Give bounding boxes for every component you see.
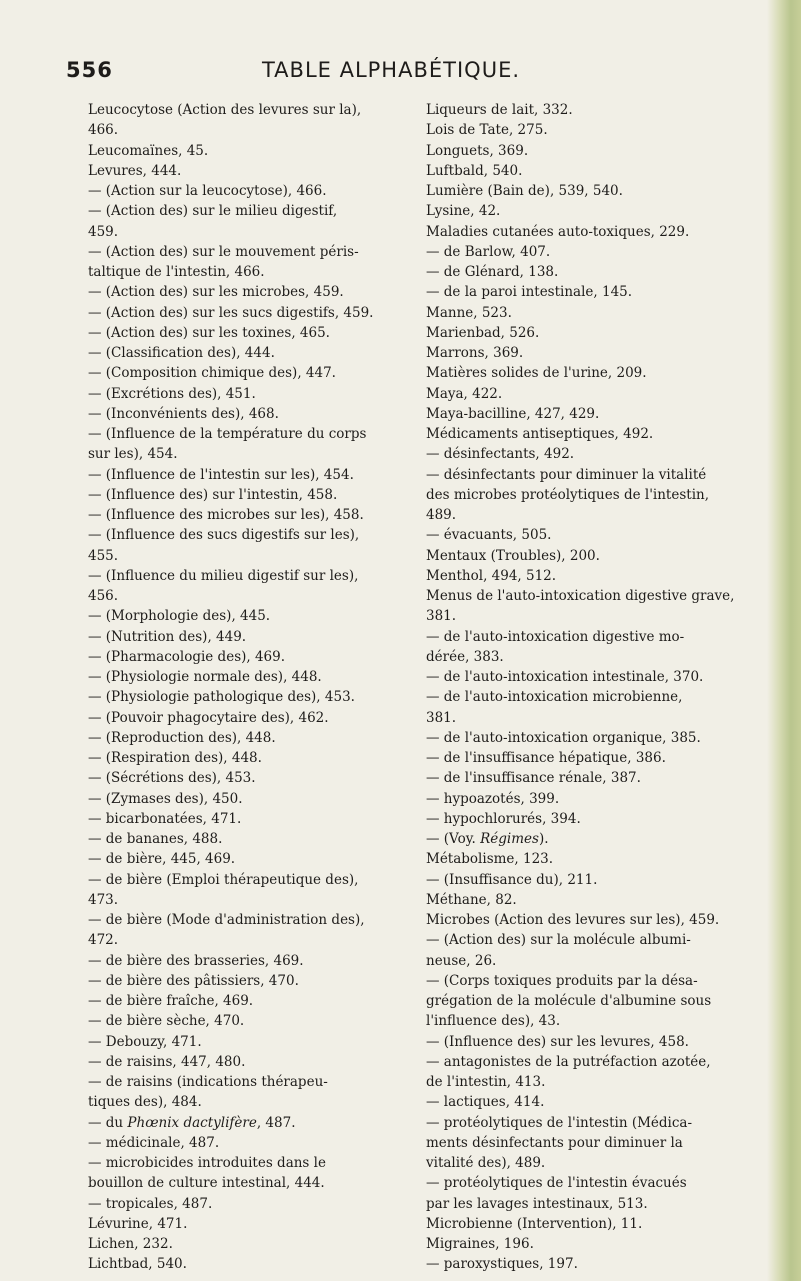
left-column — [88, 100, 416, 1275]
index-line: 489. — [426, 507, 457, 523]
index-line: Lois de Tate, 275. — [426, 122, 548, 139]
index-line: — protéolytiques de l'intestin évacués — [426, 1175, 687, 1192]
index-line: — (Influence de la température du corps — [88, 426, 367, 442]
index-line: — de l'auto-intoxication digestive mo- — [426, 628, 685, 645]
index-line: par les lavages intestinaux, 513. — [426, 1195, 648, 1212]
index-line: — (Inconvénients des), 468. — [88, 405, 279, 422]
index-line: Maya-bacilline, 427, 429. — [426, 405, 600, 422]
index-line: Menthol, 494, 512. — [426, 567, 557, 584]
index-line: — hypoazotés, 399. — [426, 790, 560, 807]
index-line: Marrons, 369. — [426, 345, 524, 361]
index-line: — de l'auto-intoxication organique, 385. — [426, 729, 701, 746]
page-number: 556 — [66, 58, 113, 82]
index-line: Leucomaïnes, 45. — [88, 142, 209, 159]
index-line: — de l'insuffisance hépatique, 386. — [426, 750, 666, 766]
index-line: — (Action des) sur le milieu digestif, — [88, 203, 338, 220]
index-line: neuse, 26. — [426, 952, 497, 969]
page-title: TABLE ALPHABÉTIQUE. — [261, 58, 521, 82]
index-line: Médicaments antiseptiques, 492. — [426, 426, 654, 442]
page-header — [66, 58, 716, 98]
index-line: Mentaux (Troubles), 200. — [426, 547, 600, 564]
index-line: — de raisins, 447, 480. — [88, 1053, 246, 1070]
index-line: ments désinfectants pour diminuer la — [426, 1134, 683, 1151]
index-line: 455. — [88, 547, 119, 564]
index-line: Lumière (Bain de), 539, 540. — [426, 183, 623, 199]
index-line: — (Influence des) sur l'intestin, 458. — [88, 486, 338, 503]
index-line: l'influence des), 43. — [426, 1013, 561, 1030]
index-line: — (Insuffisance du), 211. — [426, 871, 598, 888]
index-line: Matières solides de l'urine, 209. — [426, 365, 647, 382]
index-line: — (Excrétions des), 451. — [88, 385, 256, 402]
index-line: — de l'auto-intoxication intestinale, 370. — [426, 669, 704, 685]
index-line: 466. — [88, 122, 119, 139]
index-line: — bicarbonatées, 471. — [88, 810, 242, 827]
index-line: — de bière sèche, 470. — [88, 1013, 245, 1030]
index-line: — du Phœnix dactylifère, 487. — [88, 1114, 296, 1131]
index-line: 381. — [426, 709, 457, 726]
index-line: — de bière, 445, 469. — [88, 851, 236, 868]
index-line: — (Morphologie des), 445. — [88, 608, 271, 625]
index-line: bouillon de culture intestinal, 444. — [88, 1175, 325, 1192]
index-line: — antagonistes de la putréfaction azotée, — [426, 1053, 711, 1070]
index-line: Lichtbad, 540. — [88, 1256, 187, 1273]
index-line: — microbicides introduites dans le — [88, 1155, 326, 1171]
index-line: tiques des), 484. — [88, 1094, 202, 1111]
index-line: — (Action des) sur les toxines, 465. — [88, 324, 330, 341]
index-line: — hypochlorurés, 394. — [426, 810, 581, 827]
index-line: 459. — [88, 223, 119, 240]
index-line: — (Influence de l'intestin sur les), 454. — [88, 466, 354, 483]
index-line: — (Respiration des), 448. — [88, 750, 262, 766]
index-line: Méthane, 82. — [426, 891, 517, 908]
index-line: sur les), 454. — [88, 446, 178, 463]
index-line: — (Influence des sucs digestifs sur les), — [88, 527, 360, 544]
index-line: — de l'auto-intoxication microbienne, — [426, 689, 683, 706]
index-line: — Debouzy, 471. — [88, 1033, 202, 1050]
index-line: — de Glénard, 138. — [426, 264, 559, 280]
index-line: — (Reproduction des), 448. — [88, 729, 276, 746]
index-line: 456. — [88, 588, 119, 604]
index-line: — (Action des) sur les microbes, 459. — [88, 284, 344, 301]
index-line: Lichen, 232. — [88, 1236, 173, 1252]
index-line: — (Corps toxiques produits par la désa- — [426, 972, 698, 989]
index-line: Migraines, 196. — [426, 1236, 534, 1252]
index-line: — protéolytiques de l'intestin (Médica- — [426, 1114, 693, 1131]
index-line: — désinfectants, 492. — [426, 446, 575, 463]
index-line: Menus de l'auto-intoxication digestive grave, — [426, 588, 735, 604]
index-line: des microbes protéolytiques de l'intestin, — [426, 486, 709, 503]
index-line: — (Action des) sur la molécule albumi- — [426, 932, 691, 949]
index-line: — de Barlow, 407. — [426, 243, 551, 260]
index-line: — (Composition chimique des), 447. — [88, 365, 336, 382]
index-line: vitalité des), 489. — [426, 1155, 546, 1171]
index-line: — tropicales, 487. — [88, 1195, 213, 1212]
index-line: Luftbald, 540. — [426, 162, 523, 179]
index-line: — de bananes, 488. — [88, 831, 223, 847]
index-line: — lactiques, 414. — [426, 1094, 545, 1111]
index-line: de l'intestin, 413. — [426, 1074, 546, 1090]
index-line: — désinfectants pour diminuer la vitalité — [426, 466, 707, 483]
index-line: Maya, 422. — [426, 385, 503, 402]
index-line: — (Influence du milieu digestif sur les), — [88, 567, 359, 584]
index-line: — de bière (Mode d'administration des), — [88, 912, 365, 928]
index-line: — (Voy. Régimes). — [426, 831, 549, 847]
index-line: Longuets, 369. — [426, 142, 529, 159]
index-line: — de bière (Emploi thérapeutique des), — [88, 871, 359, 888]
index-line: — médicinale, 487. — [88, 1134, 220, 1151]
index-line: — de bière fraîche, 469. — [88, 993, 254, 1009]
index-line: — de raisins (indications thérapeu- — [88, 1074, 328, 1090]
index-line: taltique de l'intestin, 466. — [88, 264, 265, 280]
index-line: Microbes (Action des levures sur les), 459. — [426, 912, 720, 928]
index-line: Levures, 444. — [88, 162, 182, 179]
index-line: — évacuants, 505. — [426, 527, 552, 544]
index-line: — (Action des) sur les sucs digestifs, 459. — [88, 304, 374, 321]
index-line: Métabolisme, 123. — [426, 851, 554, 868]
index-line: Manne, 523. — [426, 304, 512, 321]
index-line: — (Action des) sur le mouvement péris- — [88, 243, 359, 260]
index-line: — (Nutrition des), 449. — [88, 628, 247, 645]
index-line: — (Physiologie normale des), 448. — [88, 669, 322, 685]
index-line: dérée, 383. — [426, 648, 504, 665]
index-line: — (Influence des) sur les levures, 458. — [426, 1033, 689, 1050]
index-line: Microbienne (Intervention), 11. — [426, 1215, 643, 1232]
index-line: 472. — [88, 932, 119, 949]
index-line: — de l'insuffisance rénale, 387. — [426, 770, 641, 787]
index-line: Lysine, 42. — [426, 203, 501, 220]
page-edge — [767, 0, 801, 1281]
index-line: — de bière des pâtissiers, 470. — [88, 972, 299, 989]
index-line: — (Pouvoir phagocytaire des), 462. — [88, 709, 329, 726]
index-line: 381. — [426, 608, 457, 625]
index-line: Liqueurs de lait, 332. — [426, 102, 573, 118]
index-line: — (Physiologie pathologique des), 453. — [88, 689, 355, 706]
index-line: — (Sécrétions des), 453. — [88, 770, 256, 787]
index-line: — (Action sur la leucocytose), 466. — [88, 183, 327, 199]
index-line: Lévurine, 471. — [88, 1215, 188, 1232]
index-line: — (Zymases des), 450. — [88, 790, 243, 807]
index-line: Marienbad, 526. — [426, 324, 540, 341]
index-line: — paroxystiques, 197. — [426, 1256, 578, 1273]
right-column — [426, 100, 754, 1275]
index-line: — de la paroi intestinale, 145. — [426, 284, 633, 301]
index-line: Maladies cutanées auto-toxiques, 229. — [426, 223, 690, 240]
index-line: 473. — [88, 891, 119, 908]
index-line: — (Classification des), 444. — [88, 345, 275, 361]
index-line: Leucocytose (Action des levures sur la), — [88, 102, 362, 118]
index-line: — de bière des brasseries, 469. — [88, 952, 304, 969]
index-line: grégation de la molécule d'albumine sous — [426, 993, 712, 1009]
index-line: — (Influence des microbes sur les), 458. — [88, 507, 364, 523]
index-line: — (Pharmacologie des), 469. — [88, 648, 286, 665]
